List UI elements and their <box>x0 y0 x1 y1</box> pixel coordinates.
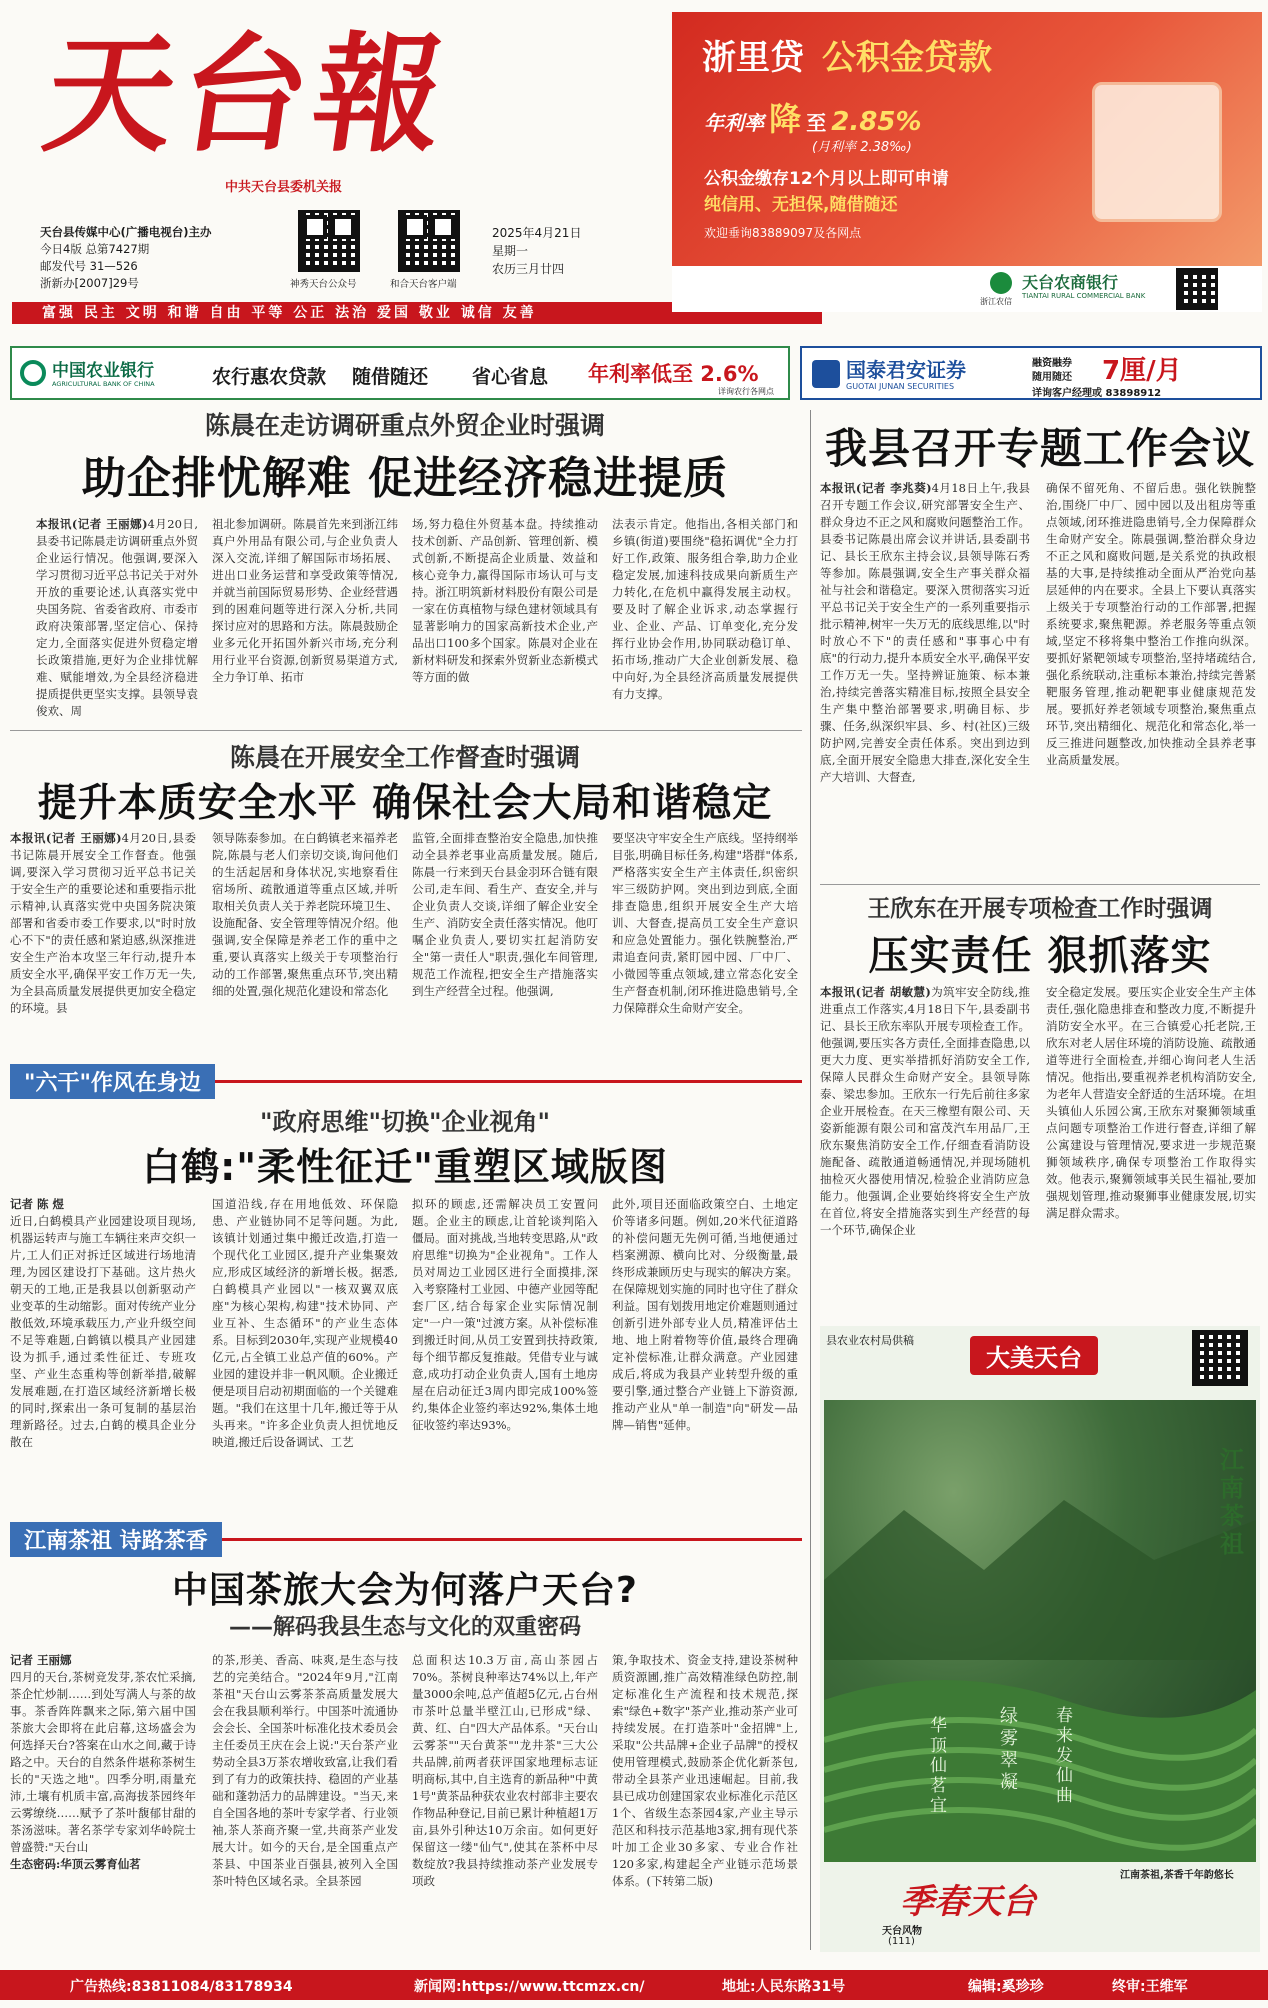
abc-rate: 年利率低至 2.6% <box>588 362 759 386</box>
article4-col-2: 安全稳定发展。要压实企业安全生产主体责任,强化隐患排查和整改力度,不断提升消防安全水平。在三合镇爱心托老院,王欣东对老人居住环境的消防设施、疏散通道等进行全面检查,并细心询问老人生活情况。他指出,要重视养老机构消防安全,为老年人营造安全舒适的生活环境。在坦头镇仙人乐园公寓,王欣东对聚狮领域重点问题专项整治工作进行督查,详细了解公寓建设与管理情况,要求进一步规范聚狮领域秩序,确保专项整治工作取得实效。他表示,聚狮领域事关民生福祉,要加强规划管理,推动聚狮事业健康发展,切实满足群众需求。 <box>1046 985 1256 1220</box>
footer-editor: 编辑:奚珍珍 <box>968 1979 1044 1995</box>
section2-tag: 江南茶祖 诗路茶香 <box>10 1522 222 1557</box>
promo-poem-1: 华顶仙茗宜 <box>930 1716 947 1816</box>
section1-headline: 白鹤:"柔性征迁"重塑区域版图 <box>142 1145 668 1189</box>
rural-bank-name: 天台农商银行 <box>1022 273 1119 292</box>
license: 浙新办[2007]29号 <box>40 276 139 290</box>
footer-proofreader: 终审:王维军 <box>1112 1979 1188 1995</box>
article4-col-1 <box>820 984 1030 1314</box>
ad-top-monthly: (月利率 2.38‰) <box>812 140 912 155</box>
masthead <box>0 0 660 330</box>
article2-byline: 本报讯(记者 李兆葵) <box>820 481 932 495</box>
promo-season: 季春天台 <box>900 1882 1036 1922</box>
abc-note: 详询农行各网点 <box>718 387 774 396</box>
weekday: 星期一 <box>492 244 529 258</box>
gtja-product-1: 融资融券 <box>1032 358 1072 369</box>
rural-bank-bar <box>672 266 1262 312</box>
section1-byline: 记者 陈 煜 <box>10 1197 65 1211</box>
promo-source: 县农业农村局供稿 <box>826 1334 914 1347</box>
masthead-subtitle: 中共天台县委机关报 <box>225 180 343 195</box>
promo-badge: 大美天台 <box>970 1336 1098 1375</box>
article4-headline: 压实责任 狠抓落实 <box>868 933 1212 979</box>
postal: 邮发代号 31—526 <box>40 259 138 273</box>
section1-tag: "六干"作风在身边 <box>10 1064 215 1099</box>
promo-poem-2: 春来发仙曲 <box>1056 1706 1073 1806</box>
section2-text-1: 四月的天台,茶树竞发芽,茶农忙采摘,茶企忙炒制……到处写满人与茶的故事。茶香阵阵飘来之际,第六届中国茶旅大会即将在此启幕,这场盛会为何选择天台?答案在山水之间,藏于诗路之中。天台的自然条件堪称茶树生长的"天选之地"。四季分明,雨量充沛,土壤有机质丰富,高海拔茶园终年云雾缭绕……赋予了茶叶馥郁甘甜的茶汤滋味。著名茶学专家刘华岭院士曾盛赞:"天台山 <box>10 1670 196 1854</box>
article1-headline: 助企排忧解难 促进经济稳进提质 <box>81 453 729 504</box>
promo-vertical-2: 绿雾翠凝 <box>1000 1706 1018 1793</box>
article3-col-1 <box>10 830 196 1052</box>
abc-slogan-1: 农行惠农贷款 <box>212 366 327 388</box>
article1-kicker: 陈晨在走访调研重点外贸企业时强调 <box>204 411 605 440</box>
ad-top-rate-row <box>704 94 922 140</box>
gtja-name: 国泰君安证券 <box>846 358 966 382</box>
section2-headline: 中国茶旅大会为何落户天台? <box>172 1570 638 1611</box>
qr-code-app[interactable] <box>398 210 460 272</box>
column-divider <box>810 410 811 1950</box>
masthead-title: 天台報 <box>35 20 460 170</box>
article2-text-1: 4月18日上午,我县召开专题工作会议,研究部署安全生产、群众身边不正之风和腐败问题整治工作。县委书记陈晨出席会议并讲话,县委副书记、县长王欣东主持会议,县领导陈石秀等参加。陈晨强调,安全生产事关群众福祉与社会和谐稳定。要深入贯彻落实习近平总书记关于安全生产的一系列重要指示批示精神,树牢一失万无的底线思维,以"时时放心不下"的责任感和"事事心中有底"的行动力,提升本质安全水平,确保平安工作万无一失。坚持辨证施策、标本兼治,持续完善落实精准目标,按照全县安全生产集中整治部署要求,明确目标、步骤、任务,纵深织牢县、乡、村(社区)三级防护网,完善安全责任体系。突出到边到底,全面开展安全隐患大排查,深化安全生产大培训、大督查, <box>820 481 1030 784</box>
promo-vertical-1: 江南茶祖 <box>1220 1446 1244 1558</box>
section1-col-2: 国道沿线,存在用地低效、环保隐患、产业链协同不足等问题。为此,该镇计划通过集中搬迁改造,打造一个现代化工业园区,提升产业集聚效应,形成区域经济的新增长极。据悉,白鹤模具产业园以"一核双翼双底座"为核心架构,构建"技术协同、产业互补、生态循环"的产业生态体系。目标到2030年,实现产业规模40亿元,占全镇工业总产值的60%。产业园的建设并非一帆风顺。企业搬迁便是项目启动初期面临的一个关键难题。"我们在这里十几年,搬迁等于从头再来。"许多企业负责人担忧地反映道,搬迁后设备调试、工艺 <box>212 1197 398 1449</box>
ad-phone-illustration <box>1092 82 1222 222</box>
section1-col-4: 此外,项目还面临政策空白、土地定价等诸多问题。例如,20米代征道路的补偿问题无先例可循,当地便通过档案溯源、横向比对、分级衡量,最终形成兼顾历史与现实的解决方案。在保障规划实施的同时也守住了群众利益。国有划拨用地定价难题则通过创新引进外部专业人员,精准评估土地、地上附着物等价值,最终合理确定补偿标准,让群众满意。产业园建成后,将成为我县产业转型升级的重要引擎,通过整合产业链上下游资源,推动产业从"单一制造"向"研发—品牌—销售"延伸。 <box>612 1197 798 1432</box>
article4-text-1: 为筑牢安全防线,推进重点工作落实,4月18日下午,县委副书记、县长王欣东率队开展专项检查工作。他强调,要压实各方责任,全面排查隐患,以更大力度、更实举措抓好消防安全工作,保障人民群众生命财产安全。县领导陈泰、梁忠参加。王欣东一行先后前往多家企业开展检查。在天三橡塑有限公司、天姿新能源有限公司和富茂汽车用品厂,王欣东聚焦消防安全工作,仔细查看消防设施配备、疏散通道畅通情况,并现场随机抽检灭火器使用情况,检验企业消防应急能力。他强调,企业要始终将安全生产放在首位,将安全措施落实到生产经营的每一个环节,确保企业 <box>820 985 1030 1237</box>
article3-col-4: 要坚决守牢安全生产底线。坚持纲举目张,明确目标任务,构建"塔群"体系,严格落实安全生产主体责任,织密织牢三级防护网。突出到边到底,全面排查隐患,组织开展安全生产大培训、大督查,提高员工安全生产意识和应急处置能力。强化铁腕整治,严肃追查问责,紧盯园中园、厂中厂、小微园等重点领域,建立常态化安全生产督查机制,闭环推进隐患销号,全力保障群众生命财产安全。 <box>612 831 798 1015</box>
section2-col-4: 策,争取技术、资金支持,建设茶树种质资源圃,推广高效精准绿色防控,制定标准化生产流程和技术规范,探索"绿色+数字"茶产业,推动茶产业可持续发展。在打造茶叶"金招牌"上,采取"公共品牌+企业子品牌"的授权使用管理模式,鼓励茶企优化新茶包,带动全县茶产业迅速崛起。目前,我县已成功创建国家农业标准化示范区1个、省级生态茶园4家,产业主导示范区和科技示范基地3家,拥有现代茶叶加工企业30多家、专业合作社120多家,构建起全产业链示范场景体系。(下转第二版) <box>612 1653 798 1888</box>
article3-headline: 提升本质安全水平 确保社会大局和谐稳定 <box>37 781 773 826</box>
rate-to: 至 <box>806 111 827 135</box>
divider <box>820 884 1260 885</box>
section1-text-1: 近日,白鹤模具产业园建设项目现场,机器运转声与施工车辆往来声交织一片,工人们正对拆迁区域进行场地清理,为园区建设打下基础。这片热火朝天的工地,正是我县以创新驱动产业变革的生动缩影。面对传统产业分散低效,环境承载压力,产业升级空间不足等难题,白鹤镇以模具产业园建设为抓手,通过柔性征迁、专班攻坚、产业生态重构等创新举措,破解发展难题,在打造区域经济新增长极的同时,探索出一条可复制的基层治理新路径。过去,白鹤的模具企业分散在 <box>10 1214 196 1449</box>
ad-top-title: 浙里贷 <box>702 38 804 78</box>
promo-tea <box>820 1326 1260 1952</box>
rural-bank-name-en: TIANTAI RURAL COMMERCIAL BANK <box>1022 292 1146 300</box>
footer-address: 地址:人民东路31号 <box>722 1979 846 1995</box>
ad-top-subtitle: 公积金贷款 <box>822 38 992 78</box>
ad-top-line2: 纯信用、无担保,随借随还 <box>704 195 898 215</box>
gtja-name-en: GUOTAI JUNAN SECURITIES <box>846 382 955 391</box>
article3-col-3: 监管,全面排查整治安全隐患,加快推动全县养老事业高质量发展。随后,陈晨一行来到天台县金羽环合链有限公司,走车间、看生产、查安全,并与企业负责人交谈,详细了解企业安全生产、消防安全责任落实情况。他叮嘱企业负责人,要切实扛起消防安全"第一责任人"职责,强化车间管理,规范工作流程,把安全生产措施落实到生产经营全过程。他强调, <box>412 831 598 998</box>
rate-prefix: 年利率 <box>704 111 764 135</box>
publisher-block <box>40 224 300 292</box>
rate-value: 2.85% <box>831 107 922 137</box>
article3-col-2: 领导陈泰参加。在白鹤镇老来福养老院,陈晨与老人们亲切交谈,询问他们的生活起居和身体状况,实地察看住宿场所、疏散通道等重点区域,并听取相关负责人关于养老院环境卫生、设施配备、安全管理等情况介绍。他强调,安全保障是养老工作的重中之重,要认真落实上级关于专项整治行动的工作部署,聚焦重点环节,突出精细的处置,强化规范化建设和常态化 <box>212 831 398 998</box>
article2-col-1 <box>820 480 1030 880</box>
zjrc-logo-text: 浙江农信 <box>980 297 1012 306</box>
abc-slogan-3: 省心省息 <box>472 366 549 388</box>
promo-qr-code[interactable] <box>1192 1330 1248 1386</box>
divider <box>10 730 802 731</box>
abc-name: 中国农业银行 <box>52 361 154 381</box>
date: 2025年4月21日 <box>492 226 582 240</box>
qr2-label: 和合天台客户端 <box>390 279 457 290</box>
ad-housing-fund-loan[interactable] <box>672 12 1262 266</box>
article1-byline: 本报讯(记者 王丽娜) <box>36 517 148 531</box>
section1-col-1 <box>10 1196 196 1506</box>
section2-col-3: 总面积达10.3万亩,高山茶园占70%。茶树良种率达74%以上,年产量3000余吨,总产值超5亿元,占台州市茶叶总量半壁江山,已形成"绿、黄、红、白"四大产品体系。"天台山云雾茶""天台黄茶""龙井茶"三大公共品牌,前两者获评国家地理标志证明商标,其中,自主选育的新品种"中黄1号"黄茶品种获农业农村部非主要农作物品种登记,目前已累计种植超1万亩,县外引种达10万余亩。如何更好保留这一缕"仙气",使其在茶杯中尽数绽放?我县持续推动茶产业发展专项政 <box>412 1653 598 1888</box>
article3-byline: 本报讯(记者 王丽娜) <box>10 831 122 845</box>
tea-rows-illustration <box>824 1400 1256 1862</box>
gtja-product-2: 随用随还 <box>1032 372 1072 383</box>
tea-hills-image <box>824 1400 1256 1862</box>
ad-top-hotline: 欢迎垂询83889097及各网点 <box>704 226 862 240</box>
footer-ad-hotline: 广告热线:83811084/83178934 <box>70 1979 293 1995</box>
values-strip: 富强 民主 文明 和谐 自由 平等 公正 法治 爱国 敬业 诚信 友善 <box>12 302 822 324</box>
article4-kicker: 王欣东在开展专项检查工作时强调 <box>867 896 1213 922</box>
section1-kicker: "政府思维"切换"企业视角" <box>259 1108 550 1136</box>
rate-word: 降 <box>769 100 802 138</box>
bank-qr-code[interactable] <box>1176 268 1218 310</box>
ad-abc[interactable] <box>10 346 790 400</box>
abc-slogan-2: 随借随还 <box>352 366 429 388</box>
abc-logo-icon <box>20 360 46 386</box>
issue: 今日4版 总第7427期 <box>40 242 150 256</box>
gtja-rate: 7厘/月 <box>1102 356 1182 386</box>
zjrc-logo-icon <box>990 272 1012 294</box>
lunar: 农历三月廿四 <box>492 262 565 276</box>
article1-text-1: 4月20日,县委书记陈晨走访调研重点外贸企业运行情况。他强调,要深入学习贯彻习近平总书记关于对外开放的重要论述,认真落实党中央国务院、省委省政府、市委市政府决策部署,坚定信心、保持定力,全面落实促进外贸稳定增长政策措施,更好为企业排忧解难、赋能增效,为全县经济稳进提质提供更坚实支撑。县领导袁俊欢、周 <box>36 517 198 718</box>
gtja-contact: 详询客户经理或 83898912 <box>1032 388 1162 399</box>
promo-calendar-label: 天台风物 <box>882 1926 922 1937</box>
article1-col-3: 场,努力稳住外贸基本盘。持续推动技术创新、产品创新、管理创新、模式创新,不断提高企业质量、效益和核心竞争力,赢得国际市场认可与支持。浙江明筑新材料股份有限公司是一家在仿真植物与绿色建材领域具有显著影响力的国家高新技术企业,产品出口100多个国家。陈晨对企业在新材料研发和探索外贸新业态新模式等方面的做 <box>412 517 598 684</box>
section2-subheadline: ——解码我县生态与文化的双重密码 <box>228 1615 581 1640</box>
section2-col-1 <box>10 1652 196 1944</box>
section1-col-3: 拟环的顾虑,还需解决员工安置问题。企业主的顾虑,让首轮谈判陷入僵局。面对挑战,当地转变思路,从"政府思维"切换为"企业视角"。工作人员对周边工业园区进行全面摸排,深入考察隆村工业园、中德产业园等配套厂区,结合每家企业实际情况制定"一户一策"过渡方案。从补偿标准到搬迁时间,从员工安置到扶持政策,每个细节都反复推敲。凭借专业与诚意,成功打动企业负责人,国有土地房屋在启动征迁3周内即完成100%签约,集体企业签约率达92%,集体土地征收签约率达93%。 <box>412 1197 598 1432</box>
article3-kicker: 陈晨在开展安全工作督查时强调 <box>229 743 580 772</box>
article3-text-1: 4月20日,县委书记陈晨开展安全工作督查。他强调,要深入学习贯彻习近平总书记关于安全生产的重要论述和重要指示批示精神,认真落实党中央国务院决策部署和省委市委工作要求,以"时时放心不下"的责任感和紧迫感,纵深推进安全生产治本攻坚三年行动,提升本质安全水平,确保平安工作万无一失,为全县高质量发展提供更加安全稳定的环境。县 <box>10 831 196 1015</box>
promo-caption: 江南茶祖,茶香千年韵悠长 <box>1120 1870 1234 1881</box>
footer-website[interactable]: 新闻网:https://www.ttcmzx.cn/ <box>414 1979 645 1995</box>
promo-calendar-no: (111) <box>888 1936 915 1947</box>
article1-col-2: 祖北参加调研。陈晨首先来到浙江纬真户外用品有限公司,与企业负责人深入交流,详细了解国际市场拓展、进出口业务运营和享受政策等情况,并就当前国际贸易形势、企业经营遇到的困难问题等进行深入分析,共同探讨应对的思路和方法。陈晨鼓励企业多元化开拓国外新兴市场,充分利用行业平台资源,创新贸易渠道方式,全力争订单、拓市 <box>212 517 398 684</box>
article2-col-2: 确保不留死角、不留后患。强化铁腕整治,围绕厂中厂、园中园以及出租房等重点领域,闭环推进隐患销号,全力保障群众生命财产安全。陈晨强调,整治群众身边不正之风和腐败问题,是关系党的执政根基的大事,是持续推动全面从严治党向基层延伸的内在要求。全县上下要认真落实上级关于专项整治行动的工作部署,把握系统要求,聚焦靶源。养老服务等重点领域,坚定不移将集中整治工作推向纵深。要抓好紧靶领域专项整治,坚持堵疏结合,强化系统联动,注重标本兼治,持续完善紧靶服务管理,推动靶靶事业健康规范发展。要抓好养老领域专项整治,聚焦重点环节,突出精细化、规范化和常态化,举一反三推进问题整改,加快推动全县养老事业高质量发展。 <box>1046 481 1256 767</box>
qr-code-official-account[interactable] <box>298 210 360 272</box>
section2-byline: 记者 王丽娜 <box>10 1653 72 1667</box>
section2-col-2: 的茶,形美、香高、味爽,是生态与技艺的完美结合。"2024年9月,"江南茶祖"天台山云雾茶茶高质量发展大会在我县顺利举行。中国茶叶流通协会会长、全国茶叶标准化技术委员会主任委员王庆在会上说:"天台茶产业势动全县3万茶农增收致富,让我们看到了有力的政策扶持、稳固的产业基础和蓬勃活力的品牌建设。"当天,来自全国各地的茶叶专家学者、行业领袖,茶人茶商齐聚一堂,共商茶产业发展大计。如今的天台,是全国重点产茶县、中国茶业百强县,被列入全国茶叶特色区域名录。全县茶园 <box>212 1653 398 1888</box>
article1-col-1 <box>36 516 198 720</box>
publisher: 天台县传媒中心(广播电视台)主办 <box>40 225 212 239</box>
ad-top-line1: 公积金缴存12个月以上即可申请 <box>704 169 949 189</box>
ad-gtja[interactable] <box>800 346 1262 400</box>
gtja-logo-icon <box>812 360 840 388</box>
footer-bar <box>0 1970 1268 2000</box>
article4-byline: 本报讯(记者 胡敏慧) <box>820 985 931 999</box>
article2-headline: 我县召开专题工作会议 <box>824 424 1255 473</box>
article1-col-4: 法表示肯定。他指出,各相关部门和乡镇(街道)要围绕"稳拓调优"全力打好工作,政策、服务组合拳,助力企业稳定发展,加速科技成果向新质生产力转化,在危机中赢得发展主动权。要及时了解企业诉求,动态掌握行业、企业、产品、订单变化,充分发挥行业协会作用,协同联动稳订单、拓市场,推动广大企业创新发展、稳中向好,为全县经济高质量发展提供有力支撑。 <box>612 517 798 701</box>
date-block <box>492 224 581 278</box>
section2-subhead-1: 生态密码:华顶云雾育仙茗 <box>10 1857 141 1871</box>
qr1-label: 神秀天台公众号 <box>290 279 357 290</box>
abc-name-en: AGRICULTURAL BANK OF CHINA <box>52 380 155 388</box>
